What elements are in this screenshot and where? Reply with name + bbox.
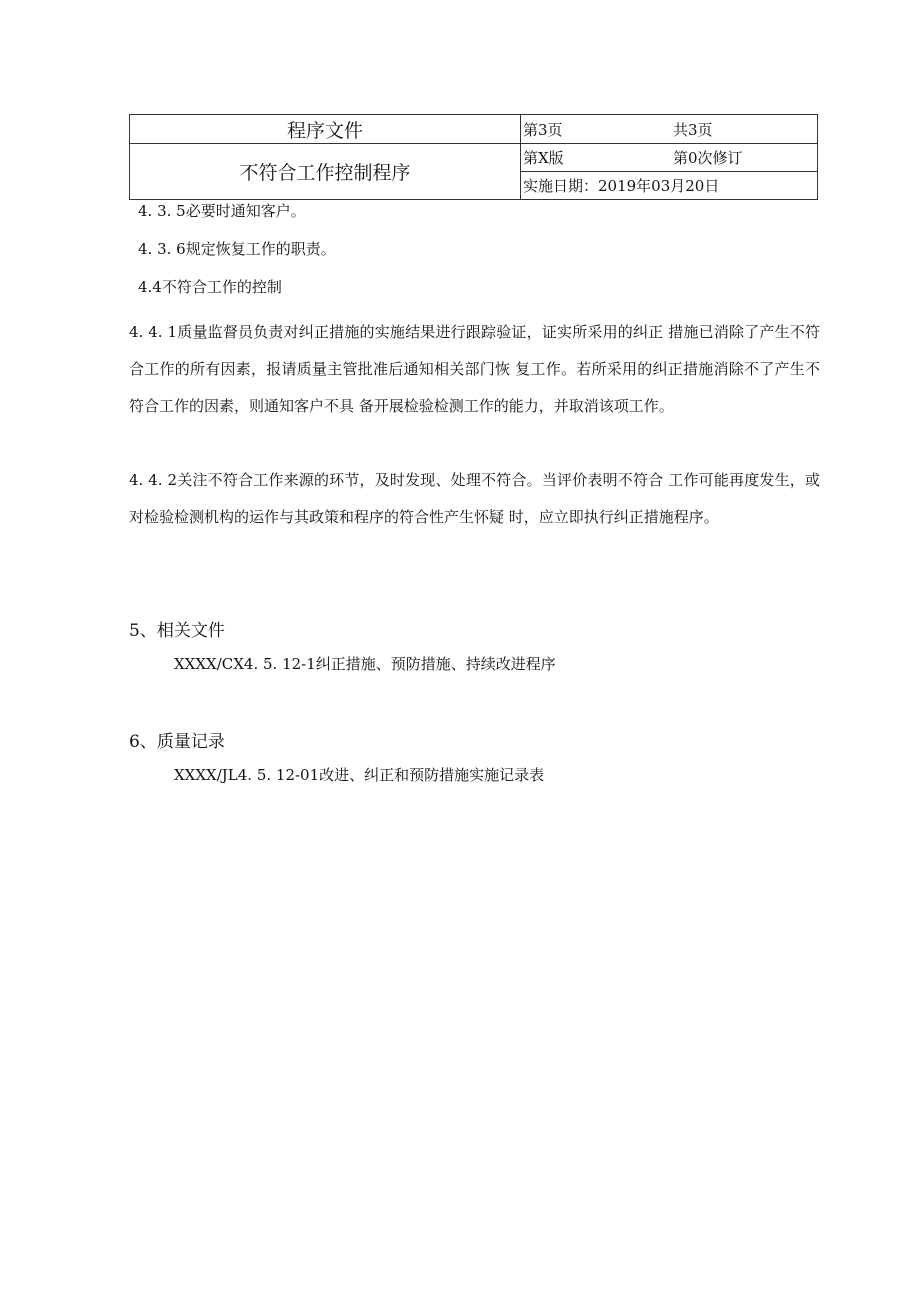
paragraph-4-4-2: 4. 4. 2关注不符合工作来源的环节，及时发现、处理不符合。当评价表明不符合 工作可能再度发生，或对检验检测机构的运作与其政策和程序的符合性产生怀疑 时，应立即执行纠正措施程序。 bbox=[129, 471, 820, 526]
item-4-3-5: 4. 3. 5必要时通知客户。 bbox=[138, 202, 306, 220]
version-info-cell bbox=[521, 144, 818, 172]
total-pages: 共3页 bbox=[673, 120, 713, 139]
item-4-3-6: 4. 3. 6规定恢复工作的职责。 bbox=[138, 240, 336, 258]
doc-type-cell: 程序文件 bbox=[130, 115, 521, 144]
section-5-reference: XXXX/CX4. 5. 12-1纠正措施、预防措施、持续改进程序 bbox=[174, 655, 556, 673]
section-6-reference: XXXX/JL4. 5. 12-01改进、纠正和预防措施实施记录表 bbox=[174, 766, 545, 784]
doc-title-cell: 不符合工作控制程序 bbox=[130, 144, 521, 200]
document-header-table bbox=[129, 114, 818, 200]
section-5-title: 5、相关文件 bbox=[129, 621, 225, 641]
item-4-4-heading: 4.4不符合工作的控制 bbox=[138, 278, 282, 296]
page-info-cell bbox=[521, 115, 818, 144]
page-number: 第3页 bbox=[523, 120, 563, 139]
revision-label: 第0次修订 bbox=[673, 149, 743, 167]
effective-date-cell: 实施日期：2019年03月20日 bbox=[521, 172, 818, 200]
paragraph-4-4-1: 4. 4. 1质量监督员负责对纠正措施的实施结果进行跟踪验证，证实所采用的纠正 措施已消除了产生不符合工作的所有因素，报请质量主管批准后通知相关部门恢 复工作。若所采用的纠正措施消除不了产生不符合工作的因素，则通知客户不具 备开展检验检测工作的能力，并取消该项工作。 bbox=[129, 323, 820, 415]
version-label: 第X版 bbox=[523, 149, 564, 167]
section-6-title: 6、质量记录 bbox=[129, 732, 225, 752]
